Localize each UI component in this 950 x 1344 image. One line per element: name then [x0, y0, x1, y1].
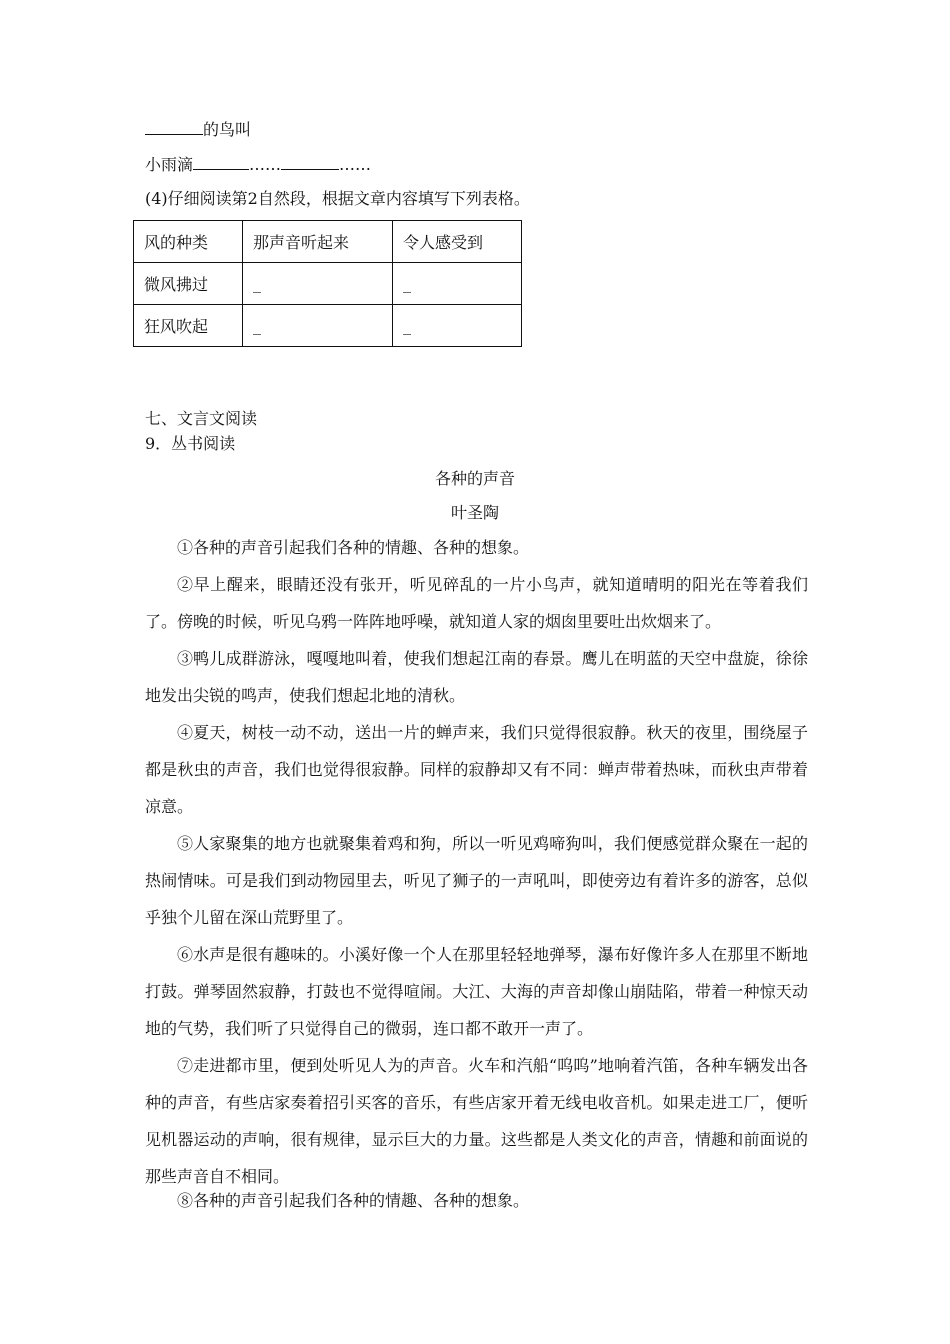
table-header: 风的种类	[134, 221, 243, 263]
table-header: 那声音听起来	[243, 221, 393, 263]
answer-cell[interactable]: _	[243, 305, 393, 347]
paragraph-2: ②早上醒来，眼睛还没有张开，听见碎乱的一片小鸟声，就知道晴明的阳光在等着我们了。傍晚的时候，听见乌鸦一阵阵地呼噪，就知道人家的烟囱里要吐出炊烟来了。	[145, 575, 808, 631]
table-row	[134, 305, 522, 347]
answer-cell[interactable]: _	[393, 263, 522, 305]
paragraph-3: ③鸭儿成群游泳，嘎嘎地叫着，使我们想起江南的春景。鹰儿在明蓝的天空中盘旋，徐徐地发出尖锐的鸣声，使我们想起北地的清秋。	[145, 649, 808, 705]
article-author: 叶圣陶	[450, 503, 499, 522]
wind-kind-cell: 微风拂过	[134, 263, 243, 305]
answer-cell[interactable]: _	[393, 305, 522, 347]
raindrop-prefix: 小雨滴	[145, 155, 194, 174]
table-header-row	[134, 221, 522, 263]
paragraph-8: ⑧各种的声音引起我们各种的情趣、各种的想象。	[177, 1191, 530, 1210]
paragraph-4: ④夏天，树枝一动不动，送出一片的蝉声来，我们只觉得很寂静。秋天的夜里，围绕屋子都是秋虫的声音，我们也觉得很寂静。同样的寂静却又有不同：蝉声带着热味，而秋虫声带着凉意。	[145, 723, 808, 816]
fill-line-bird	[145, 118, 251, 141]
bird-suffix: 的鸟叫	[203, 120, 252, 139]
answer-cell[interactable]: _	[243, 263, 393, 305]
table-header: 令人感受到	[393, 221, 522, 263]
fill-line-raindrop	[145, 153, 371, 176]
q4-prompt: (4)仔细阅读第2自然段，根据文章内容填写下列表格。	[145, 189, 530, 208]
section-heading: 七、文言文阅读	[145, 409, 258, 428]
paragraph-5: ⑤人家聚集的地方也就聚集着鸡和狗，所以一听见鸡啼狗叫，我们便感觉群众聚在一起的热闹情味。可是我们到动物园里去，听见了狮子的一声吼叫，即使旁边有着许多的游客，总似乎独个儿留在深山荒野里了。	[145, 834, 808, 927]
table-row	[134, 263, 522, 305]
ellipsis: ……	[249, 155, 282, 174]
paragraph-1: ①各种的声音引起我们各种的情趣、各种的想象。	[177, 538, 530, 557]
paragraph-7: ⑦走进都市里，便到处听见人为的声音。火车和汽船“呜呜”地响着汽笛，各种车辆发出各种的声音，有些店家奏着招引买客的音乐，有些店家开着无线电收音机。如果走进工厂，便听见机器运动的声响，很有规律，显示巨大的力量。这些都是人类文化的声音，情趣和前面说的那些声音自不相同。	[145, 1056, 808, 1186]
answer-blank[interactable]	[281, 153, 339, 170]
answer-blank[interactable]	[145, 118, 203, 135]
question-number: 9．丛书阅读	[145, 434, 236, 453]
answer-blank[interactable]	[193, 153, 249, 170]
article-title: 各种的声音	[434, 469, 515, 488]
wind-kind-cell: 狂风吹起	[134, 305, 243, 347]
answer-table	[133, 220, 522, 347]
ellipsis: ……	[339, 155, 372, 174]
paragraph-6: ⑥水声是很有趣味的。小溪好像一个人在那里轻轻地弹琴，瀑布好像许多人在那里不断地打鼓。弹琴固然寂静，打鼓也不觉得喧闹。大江、大海的声音却像山崩陆陷，带着一种惊天动地的气势，我们听了只觉得自己的微弱，连口都不敢开一声了。	[145, 945, 808, 1038]
